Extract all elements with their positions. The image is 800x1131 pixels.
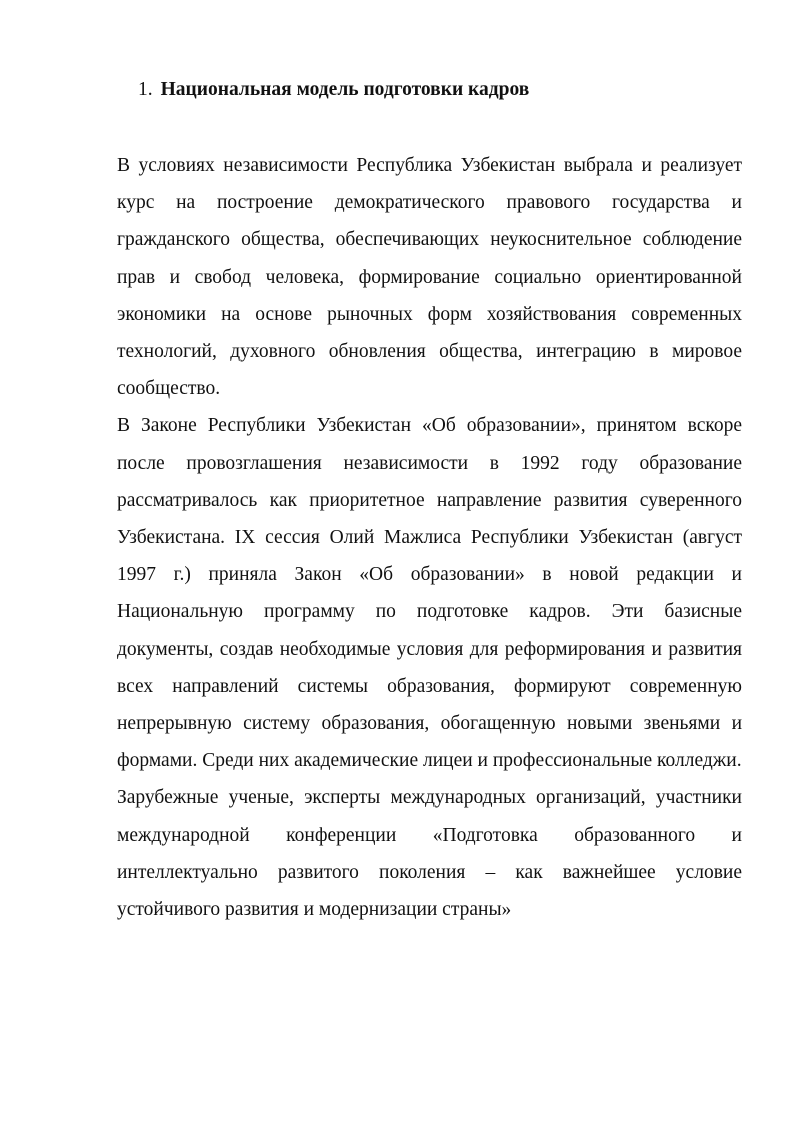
paragraph-2: В Законе Республики Узбекистан «Об образовании», принятом вскоре после провозглашения независимости в 1992 году образование рассматривалось как приоритетное направление развития суверенного Узбекистана. IX сессия Олий Мажлиса Республики Узбекистан (август 1997 г.) приняла Закон «Об образовании» в новой редакции и Национальную программу по подготовке кадров. Эти базисные документы, создав необходимые условия для реформирования и развития всех направлений системы образования, формируют современную непрерывную систему образования, обогащенную новыми звеньями и формами. Среди них академические лицеи и профессиональные колледжи. [117,415,742,772]
paragraph-1: В условиях независимости Республика Узбекистан выбрала и реализует курс на построение демократического правового государства и гражданского общества, обеспечивающих неукоснительное соблюдение прав и свобод человека, формирование социально ориентированной экономики на основе рыночных форм хозяйствования современных технологий, духовного обновления общества, интеграцию в мировое сообщество. [117,155,742,400]
section-heading [138,76,529,104]
section-number: 1. [138,79,153,100]
paragraph-3: Зарубежные ученые, эксперты международных организаций, участники международной конференции «Подготовка образованного и интеллектуально развитого поколения – как важнейшее условие устойчивого развития и модернизации страны» [117,787,742,921]
section-title: Национальная модель подготовки кадров [160,79,530,100]
body-text [117,147,742,928]
